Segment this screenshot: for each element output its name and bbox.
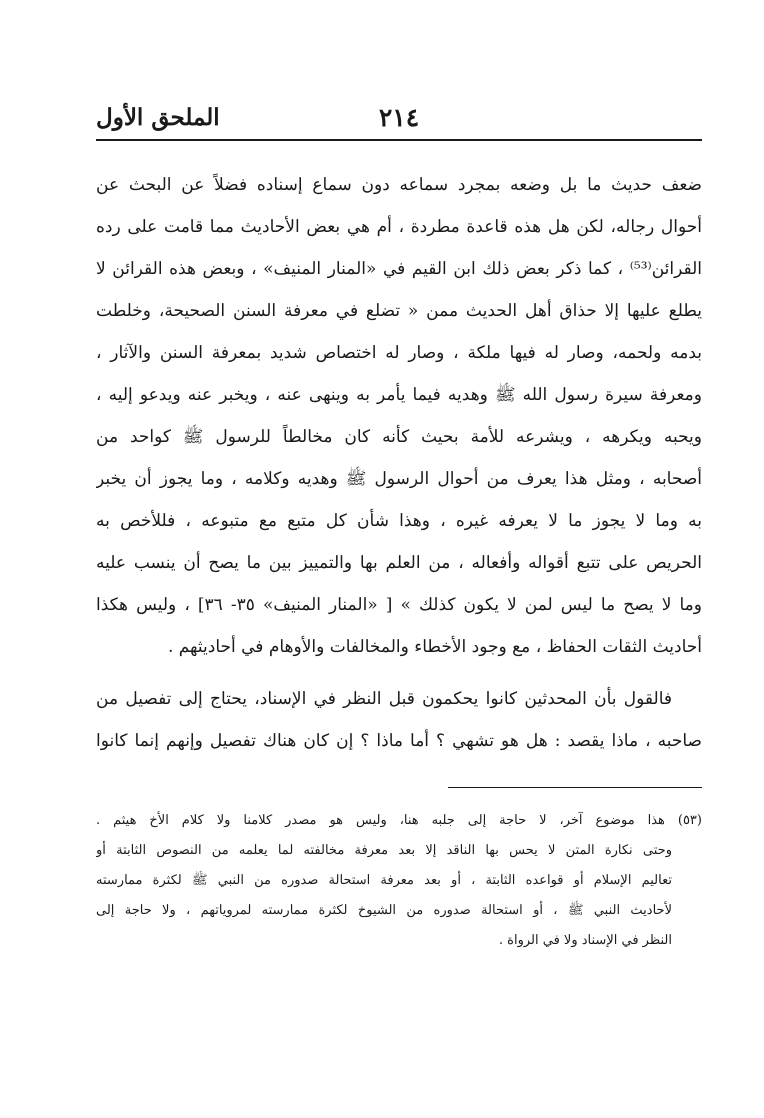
text-line: ومعرفة سيرة رسول الله ﷺ وهديه فيما يأمر به وينهى عنه ، ويخبر عنه ويدعو إليه ،: [96, 385, 702, 405]
paragraph-gap: [96, 668, 702, 678]
main-text: [96, 164, 702, 762]
text-line: به وما لا يجوز ما لا يعرفه غيره ، وهذا شأن كل متبع مع متبوعه ، فللأخص به: [96, 511, 702, 531]
header-rule: [96, 139, 702, 141]
text-line: ويحبه ويكرهه ، ويشرعه للأمة بحيث كأنه كان مخالطاً للرسول ﷺ كواحد من: [96, 427, 702, 447]
text-line: القرائن⁽⁵³⁾ ، كما ذكر بعض ذلك ابن القيم في «المنار المنيف» ، وبعض هذه القرائن لا: [96, 259, 702, 279]
footnote-line: (٥٣) هذا موضوع آخر، لا حاجة إلى جلبه هنا، وليس هو مصدر كلامنا ولا كلام الأخ هيثم .: [96, 813, 702, 828]
footnote-line: تعاليم الإسلام أو قواعده الثابتة ، أو بعد معرفة استحالة صدوره من النبي ﷺ لكثرة ممارسته: [96, 873, 672, 888]
footnote-line: وحتى نكارة المتن لا يحس بها الناقد إلا بعد معرفة مخالفته لما يعلمه من النصوص الثابتة أو: [96, 843, 672, 858]
page-number: ٢١٤: [378, 103, 420, 132]
text-line: ضعف حديث ما بل وضعه بمجرد سماعه دون سماع إسناده فضلاً عن البحث عن: [96, 175, 702, 195]
text-line: وما لا يصح ما ليس لمن لا يكون كذلك » [ «المنار المنيف» ٣٥- ٣٦] ، وليس هكذا: [96, 595, 702, 615]
text-line: أصحابه ، ومثل هذا يعرف من أحوال الرسول ﷺ وهديه وكلامه ، وما يجوز أن يخبر: [96, 469, 702, 489]
text-line: أحوال رجاله، لكن هل هذه قاعدة مطردة ، أم هي بعض الأحاديث مما قامت على رده: [96, 217, 702, 237]
text-line: يطلع عليها إلا حذاق أهل الحديث ممن « تضلع في معرفة السنن الصحيحة، وخلطت: [96, 301, 702, 321]
text-line: بدمه ولحمه، وصار له فيها ملكة ، وصار له اختصاص شديد بمعرفة السنن والآثار ،: [96, 343, 702, 363]
page-header: [96, 98, 702, 138]
text-line: الحريص على تتبع أقواله وأفعاله ، من العلم بها والتمييز بين ما يصح أن ينسب عليه: [96, 553, 702, 573]
footnote-line: لأحاديث النبي ﷺ ، أو استحالة صدوره من الشيوخ لكثرة ممارسته لمروياتهم ، ولا حاجة إلى: [96, 903, 672, 918]
text-line: صاحبه ، ماذا يقصد : هل هو تشهي ؟ أما ماذا ؟ إن كان هناك تفصيل وإنهم إنما كانوا: [96, 731, 702, 751]
text-line: فالقول بأن المحدثين كانوا يحكمون قبل النظر في الإسناد، يحتاج إلى تفصيل من: [96, 689, 672, 709]
footnote-separator: [448, 787, 702, 788]
footnotes: [96, 806, 702, 956]
text-line: أحاديث الثقات الحفاظ ، مع وجود الأخطاء والمخالفات والأوهام في أحاديثهم .: [167, 637, 702, 657]
running-title: الملحق الأول: [96, 104, 220, 131]
footnote-line: النظر في الإسناد ولا في الرواة .: [498, 933, 672, 948]
